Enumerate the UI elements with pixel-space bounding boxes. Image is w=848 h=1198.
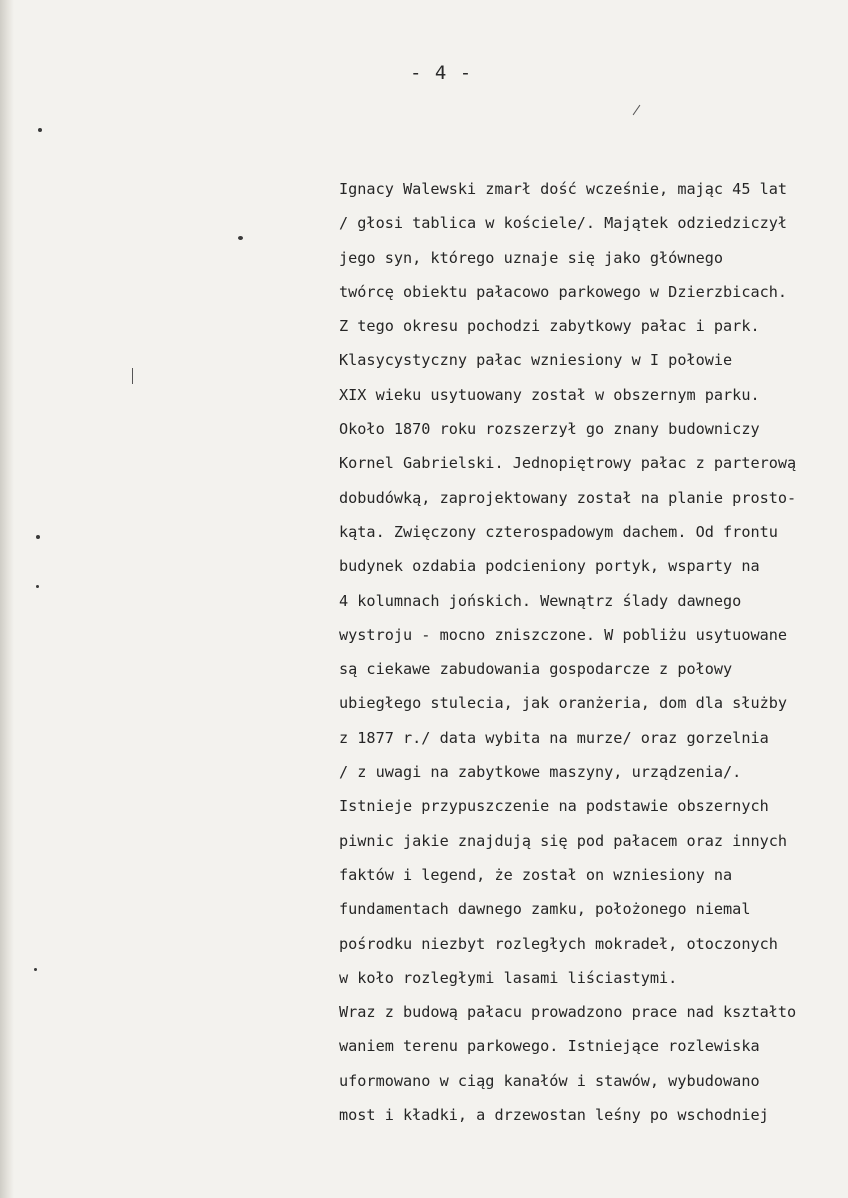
text-line: / z uwagi na zabytkowe maszyny, urządzenia/. (339, 763, 742, 782)
text-line: jego syn, którego uznaje się jako głównego (339, 248, 724, 267)
text-line: uformowano w ciąg kanałów i stawów, wybudowano (339, 1071, 760, 1090)
speck (38, 128, 42, 132)
text-line: fundamentach dawnego zamku, położonego niemal (339, 900, 751, 919)
text-line: most i kładki, a drzewostan leśny po wschodniej (339, 1106, 769, 1125)
text-line: 4 kolumnach jońskich. Wewnątrz ślady dawnego (339, 591, 742, 610)
scratch-mark (633, 105, 641, 115)
speck (34, 968, 37, 971)
text-line: są ciekawe zabudowania gospodarcze z połowy (339, 660, 733, 679)
text-line: Wraz z budową pałacu prowadzono prace nad kształto (339, 1003, 797, 1022)
text-line: Ignacy Walewski zmarł dość wcześnie, mając 45 lat (339, 180, 788, 198)
text-line: z 1877 r./ data wybita na murze/ oraz gorzelnia (339, 728, 769, 747)
text-line: pośrodku niezbyt rozległych mokradeł, otoczonych (339, 934, 778, 953)
text-line: twórcę obiektu pałacowo parkowego w Dzierzbicach. (339, 282, 788, 301)
page-number: - 4 - (410, 62, 473, 84)
text-line: Klasycystyczny pałac wzniesiony w I połowie (339, 351, 733, 370)
text-line: ubiegłego stulecia, jak oranżeria, dom dla służby (339, 694, 788, 713)
text-line: faktów i legend, że został on wzniesiony na (339, 865, 733, 884)
text-line: / głosi tablica w kościele/. Majątek odziedziczył (339, 214, 788, 233)
text-line: dobudówką, zaprojektowany został na planie prosto- (339, 488, 797, 507)
text-line: wystroju - mocno zniszczone. W pobliżu usytuowane (339, 625, 788, 644)
text-line: Z tego okresu pochodzi zabytkowy pałac i park. (339, 317, 760, 336)
text-line: XIX wieku usytuowany został w obszernym parku. (339, 385, 760, 404)
speck (238, 236, 243, 240)
binding-edge (0, 0, 14, 1198)
text-line: Kornel Gabrielski. Jednopiętrowy pałac z parterową (339, 454, 797, 473)
text-line: piwnic jakie znajdują się pod pałacem oraz innych (339, 831, 788, 850)
text-line: kąta. Zwięczony czterospadowym dachem. Od frontu (339, 522, 778, 541)
text-line: Istnieje przypuszczenie na podstawie obszernych (339, 797, 769, 816)
text-line: waniem terenu parkowego. Istniejące rozlewiska (339, 1037, 760, 1056)
speck (36, 585, 39, 588)
speck (36, 535, 40, 539)
text-line: budynek ozdabia podcieniony portyk, wsparty na (339, 557, 760, 576)
scratch-mark (132, 368, 133, 384)
text-line: Około 1870 roku rozszerzył go znany budowniczy (339, 420, 760, 439)
text-line: w koło rozległymi lasami liściastymi. (339, 968, 678, 987)
body-text (339, 172, 848, 1132)
